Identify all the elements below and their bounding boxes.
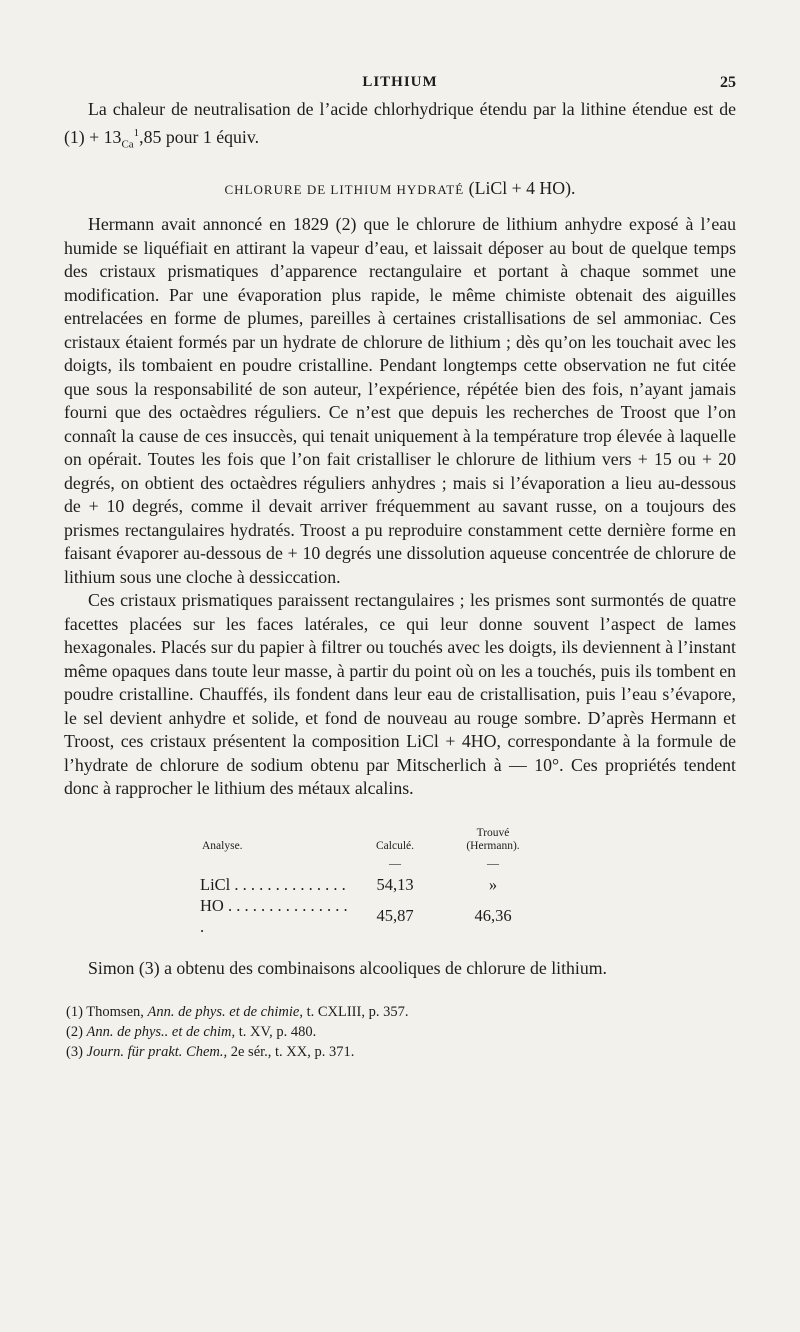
p1-subscript: Ca (121, 137, 134, 150)
footnote-3: (3) Journ. für prakt. Chem., 2e sér., t. XX, p. 371. (66, 1044, 355, 1061)
page-number: 25 (720, 74, 736, 91)
row-calculated: 54,13 (376, 874, 414, 894)
section-heading (64, 178, 736, 199)
header-found-line1: Trouvé (476, 826, 510, 839)
analysis-header-row (200, 827, 548, 853)
table-row (200, 874, 548, 895)
header-found (438, 827, 548, 853)
row-found: 46,36 (474, 906, 512, 926)
footnote-1: (1) Thomsen, Ann. de phys. et de chimie, t. CXLIII, p. 357. (66, 1004, 409, 1021)
calculated-dash: — (389, 855, 401, 870)
paragraph-simon: Simon (3) a obtenu des combinaisons alcooliques de chlorure de lithium. (88, 957, 608, 978)
table-row (200, 895, 548, 937)
body-text (64, 98, 736, 1062)
paragraph-crystals: Ces cristaux prismatiques paraissent rectangulaires ; les prismes sont surmontés de quatre facettes placées sur les faces latérales, ce qui leur donne souvent l’aspect de lames hexagonales. Placés sur du papier à filtrer ou touchés avec les doigts, ils deviennent à l’instant même opaques dans toute leur masse, à partir du point où on les a touchés, puis ils tombent en poudre cristalline. Chauffés, ils fondent dans leur eau de cristallisation, puis l’eau s’évapore, le sel devient anhydre et solide, et fond de nouveau au rouge sombre. D’après Hermann et Troost, ces cristaux présentent la composition LiCl + 4HO, correspondante à la formule de l’hydrate de chlorure de sodium obtenu par Mitscherlich à — 10°. Ces propriétés tendent donc à rapprocher le lithium des métaux alcalins. (64, 590, 736, 799)
row-label: LiCl . . . . . . . . . . . . . . (200, 874, 346, 894)
paragraph-heat-of-neutralisation (64, 98, 736, 156)
section-heading-title: CHLORURE DE LITHIUM HYDRATÉ (224, 182, 465, 198)
header-calculated: Calculé. (376, 839, 414, 852)
row-calculated: 45,87 (376, 906, 414, 926)
analysis-table (200, 827, 548, 937)
running-title: LITHIUM (362, 74, 438, 90)
paragraph-hermann: Hermann avait annoncé en 1829 (2) que le chlorure de lithium anhydre exposé à l’eau humide se liquéfiait en attirant la vapeur d’eau, et laissait déposer au bout de quelque temps des cristaux prismatiques d’apparence rectangulaire et portant à chaque sommet une modification. Par une évaporation plus rapide, le même chimiste obtenait des aiguilles entrelacées en forme de plumes, pareilles à certaines cristallisations de sel ammoniac. Ces cristaux étaient formés par un hydrate de chlorure de lithium ; dès qu’on les touchait avec les doigts, ils tombaient en poudre cristalline. Pendant longtemps cette observation ne fut citée que sous la responsabilité de son auteur, l’expérience, répétée bien des fois, n’ayant jamais fourni que des octaèdres réguliers. Ce n’est que depuis les recherches de Troost que l’on connaît la cause de ces insuccès, qui tenait uniquement à la température trop élevée à laquelle on opérait. Toutes les fois que l’on fait cristalliser le chlorure de lithium vers + 15 ou + 20 degrés, on obtient des octaèdres réguliers anhydres ; mais si l’évaporation a lieu au-dessous de + 10 degrés, comme il devait arriver fréquemment au savant russe, on a toujours des prismes rectangulaires hydratés. Troost a pu reproduire constamment cette dernière forme en faisant évaporer au-dessous de + 10 degrés une dissolution aqueuse concentrée de chlorure de lithium sous une cloche à dessiccation. (64, 214, 736, 587)
header-found-line2: (Hermann). (466, 839, 520, 852)
row-label: HO . . . . . . . . . . . . . . . . (200, 895, 348, 936)
header-analysis: Analyse. (202, 839, 243, 852)
p1-text-before: La chaleur de neutralisation de l’acide chlorhydrique étendu par la lithine étendue est de (1) + 13 (64, 99, 736, 147)
found-dash: — (487, 855, 499, 870)
page-header (64, 74, 736, 98)
p1-superscript: 1 (133, 126, 140, 139)
row-found: » (488, 874, 498, 894)
section-heading-formula: (LiCl + 4 HO). (468, 178, 576, 199)
footnote-2: (2) Ann. de phys.. et de chim, t. XV, p. 480. (66, 1024, 317, 1041)
p1-text-after: ,85 pour 1 équiv. (139, 126, 260, 147)
footnotes (64, 1002, 736, 1062)
analysis-dash-row (200, 853, 548, 874)
